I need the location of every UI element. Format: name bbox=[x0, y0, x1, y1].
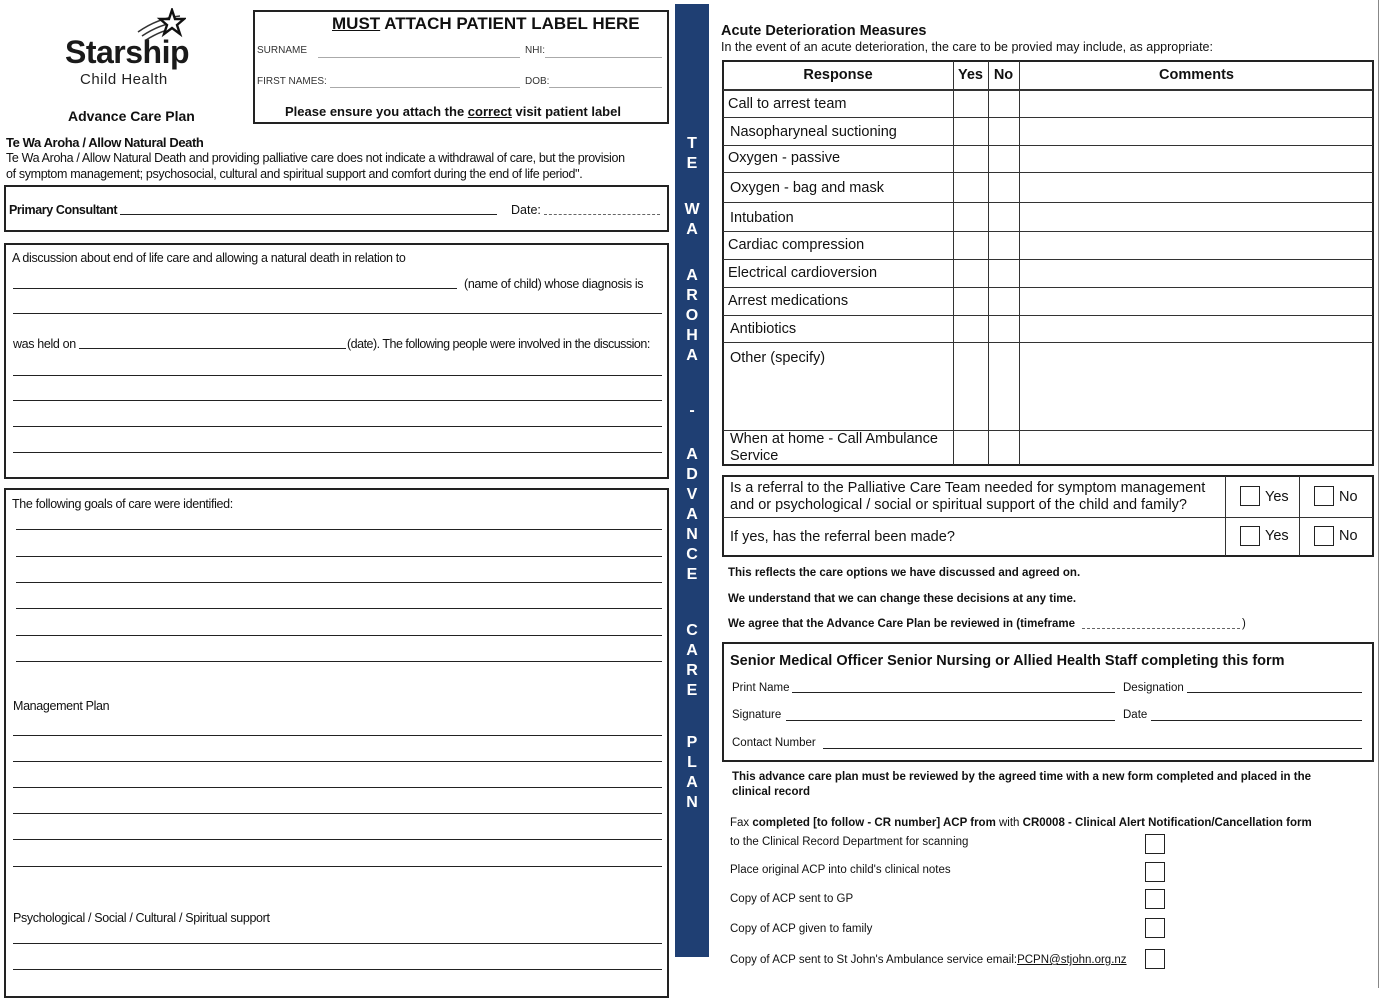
intro-line-2: of symptom management; psychosocial, cultural and spiritual support and comfort during the end of life period". bbox=[6, 167, 583, 181]
referral-needed-no-checkbox[interactable] bbox=[1314, 486, 1334, 506]
response-cell: When at home - Call Ambulance bbox=[730, 431, 938, 447]
management-plan-label: Management Plan bbox=[13, 699, 110, 713]
page-border-right bbox=[1378, 0, 1379, 988]
psych-support-label: Psychological / Social / Cultural / Spiritual support bbox=[13, 911, 270, 925]
agreement-line-3: We agree that the Advance Care Plan be reviewed in (timeframe bbox=[728, 618, 1076, 630]
checklist-item: Place original ACP into child's clinical notes bbox=[730, 864, 951, 876]
col-divider bbox=[1225, 476, 1226, 556]
acute-subtitle: In the event of an acute deterioration, the care to be provied may include, as appropriate: bbox=[721, 40, 1213, 54]
band-letter: E bbox=[686, 155, 698, 172]
agreement-close: ) bbox=[1242, 618, 1246, 630]
header-response: Response bbox=[803, 67, 873, 83]
agreement-line-1: This reflects the care options we have discussed and agreed on. bbox=[728, 567, 1081, 579]
dob-line[interactable] bbox=[549, 87, 662, 88]
timeframe-line[interactable] bbox=[1082, 628, 1240, 629]
management-line-3[interactable] bbox=[13, 787, 662, 788]
row-divider bbox=[723, 315, 1373, 316]
goals-line-5[interactable] bbox=[16, 635, 662, 636]
response-cell: Service bbox=[730, 448, 779, 464]
band-letter: N bbox=[686, 526, 698, 543]
band-letter: O bbox=[685, 307, 699, 324]
management-line-1[interactable] bbox=[13, 735, 662, 736]
band-letter: A bbox=[686, 267, 698, 284]
intro-heading: Te Wa Aroha / Allow Natural Death bbox=[6, 135, 204, 150]
checklist-item: Copy of ACP sent to St John's Ambulance service email:PCPN@stjohn.org.nz bbox=[730, 954, 1127, 966]
goals-heading: The following goals of care were identified: bbox=[12, 497, 233, 511]
designation-label: Designation bbox=[1123, 682, 1184, 694]
referral-question-1: Is a referral to the Palliative Care Team needed for symptom management bbox=[730, 480, 1206, 496]
band-letter: E bbox=[686, 682, 698, 699]
surname-label: SURNAME bbox=[257, 45, 308, 56]
management-line-4[interactable] bbox=[13, 813, 662, 814]
label-instruction: Please ensure you attach the correct visit patient label bbox=[285, 104, 621, 119]
diagnosis-line[interactable] bbox=[13, 313, 662, 314]
yes-label: Yes bbox=[1265, 528, 1289, 544]
checklist-item: Copy of ACP sent to GP bbox=[730, 893, 854, 905]
checklist-checkbox[interactable] bbox=[1145, 862, 1165, 882]
band-letter: A bbox=[686, 642, 698, 659]
acute-table bbox=[722, 60, 1374, 466]
checklist-checkbox[interactable] bbox=[1145, 918, 1165, 938]
col-divider bbox=[988, 61, 989, 465]
row-divider bbox=[723, 259, 1373, 260]
management-line-6[interactable] bbox=[13, 866, 662, 867]
staff-date-line[interactable] bbox=[1151, 720, 1362, 721]
goals-line-3[interactable] bbox=[16, 582, 662, 583]
print-name-line[interactable] bbox=[792, 692, 1115, 693]
referral-made-yes-checkbox[interactable] bbox=[1240, 526, 1260, 546]
acute-title: Acute Deterioration Measures bbox=[721, 23, 927, 39]
band-letter: D bbox=[686, 466, 698, 483]
review-note-line-2: clinical record bbox=[732, 786, 810, 798]
goals-line-1[interactable] bbox=[16, 529, 662, 530]
referral-needed-yes-checkbox[interactable] bbox=[1240, 486, 1260, 506]
held-on-line[interactable] bbox=[79, 348, 346, 349]
referral-question-1b: and or psychological / social or spiritual support of the child and family? bbox=[730, 497, 1187, 513]
consultant-date-label: Date: bbox=[511, 203, 541, 217]
row-divider bbox=[723, 202, 1373, 203]
checklist-checkbox[interactable] bbox=[1145, 949, 1165, 969]
header-no: No bbox=[993, 67, 1014, 83]
intro-line-1: Te Wa Aroha / Allow Natural Death and providing palliative care does not indicate a withdrawal of care, but the provision bbox=[6, 151, 625, 165]
band-letter: A bbox=[686, 506, 698, 523]
band-letter: T bbox=[687, 135, 697, 152]
row-divider bbox=[723, 287, 1373, 288]
checklist-checkbox[interactable] bbox=[1145, 889, 1165, 909]
side-band bbox=[675, 4, 709, 957]
people-involved-label: (date). The following people were involved in the discussion: bbox=[347, 337, 650, 351]
first-names-line[interactable] bbox=[330, 87, 520, 88]
starship-logo bbox=[62, 8, 192, 92]
held-on-label: was held on bbox=[13, 337, 76, 351]
response-cell: Antibiotics bbox=[730, 321, 797, 337]
contact-number-label: Contact Number bbox=[732, 737, 816, 749]
signature-label: Signature bbox=[732, 709, 782, 721]
header-yes: Yes bbox=[958, 67, 983, 83]
form-title: Advance Care Plan bbox=[68, 108, 195, 124]
psych-line-2[interactable] bbox=[13, 969, 662, 970]
signature-line[interactable] bbox=[786, 720, 1115, 721]
nhi-line[interactable] bbox=[545, 57, 662, 58]
band-letter: P bbox=[686, 734, 698, 751]
band-letter: R bbox=[686, 287, 698, 304]
checklist-item: Copy of ACP given to family bbox=[730, 923, 873, 935]
nhi-label: NHI: bbox=[525, 45, 545, 56]
band-letter: C bbox=[686, 622, 698, 639]
band-letter: H bbox=[686, 327, 698, 344]
band-letter: A bbox=[686, 347, 698, 364]
band-letter: W bbox=[684, 201, 700, 218]
response-cell: Oxygen - passive bbox=[728, 150, 841, 166]
band-letter: C bbox=[686, 546, 698, 563]
goals-line-4[interactable] bbox=[16, 608, 662, 609]
response-cell: Intubation bbox=[730, 210, 794, 226]
row-divider bbox=[723, 342, 1373, 343]
row-divider bbox=[723, 517, 1373, 518]
label-heading: MUST ATTACH PATIENT LABEL HERE bbox=[332, 14, 640, 33]
goals-line-2[interactable] bbox=[16, 556, 662, 557]
no-label: No bbox=[1339, 489, 1358, 505]
band-letter: N bbox=[686, 794, 698, 811]
row-divider bbox=[723, 145, 1373, 146]
response-cell: Electrical cardioversion bbox=[728, 265, 878, 281]
band-letter: A bbox=[686, 221, 698, 238]
logo-subtitle: Child Health bbox=[80, 71, 168, 88]
band-letter: V bbox=[686, 486, 698, 503]
contact-number-line[interactable] bbox=[823, 748, 1362, 749]
management-line-5[interactable] bbox=[13, 839, 662, 840]
people-line-2[interactable] bbox=[13, 400, 662, 401]
child-name-line[interactable] bbox=[13, 288, 457, 289]
header-comments: Comments bbox=[1159, 67, 1234, 83]
referral-made-no-checkbox[interactable] bbox=[1314, 526, 1334, 546]
band-letter: L bbox=[687, 754, 697, 771]
yes-label: Yes bbox=[1265, 489, 1289, 505]
fax-instruction-line-2: to the Clinical Record Department for scanning bbox=[730, 836, 969, 848]
fax-instruction: Fax completed [to follow - CR number] ACP from with CR0008 - Clinical Alert Notification/Cancellation form bbox=[730, 817, 1312, 829]
band-letter: A bbox=[686, 446, 698, 463]
dob-label: DOB: bbox=[525, 76, 550, 87]
no-label: No bbox=[1339, 528, 1358, 544]
ambulance-email-link[interactable]: PCPN@stjohn.org.nz bbox=[1017, 954, 1127, 966]
response-cell: Arrest medications bbox=[728, 293, 849, 309]
consultant-date-line[interactable] bbox=[544, 214, 660, 215]
band-letter: E bbox=[686, 566, 698, 583]
people-line-1[interactable] bbox=[13, 375, 662, 376]
row-divider bbox=[723, 117, 1373, 118]
people-line-4[interactable] bbox=[13, 452, 662, 453]
response-cell: Nasopharyneal suctioning bbox=[730, 124, 897, 140]
agreement-line-2: We understand that we can change these decisions at any time. bbox=[728, 593, 1077, 605]
referral-question-2: If yes, has the referral been made? bbox=[730, 529, 955, 545]
designation-line[interactable] bbox=[1187, 692, 1362, 693]
consultant-line[interactable] bbox=[120, 214, 497, 215]
name-of-child-label: (name of child) whose diagnosis is bbox=[464, 277, 644, 291]
discussion-line-1: A discussion about end of life care and allowing a natural death in relation to bbox=[12, 251, 406, 265]
staff-heading: Senior Medical Officer Senior Nursing or Allied Health Staff completing this form bbox=[730, 653, 1285, 669]
col-divider bbox=[953, 61, 954, 465]
psych-line-1[interactable] bbox=[13, 943, 662, 944]
band-letter: - bbox=[689, 402, 695, 419]
goals-line-6[interactable] bbox=[16, 661, 662, 662]
response-cell: Cardiac compression bbox=[728, 237, 865, 253]
surname-line[interactable] bbox=[318, 57, 520, 58]
staff-date-label: Date bbox=[1123, 709, 1148, 721]
col-divider bbox=[1299, 476, 1300, 556]
people-line-3[interactable] bbox=[13, 426, 662, 427]
fax-checkbox[interactable] bbox=[1145, 834, 1165, 854]
row-divider bbox=[723, 172, 1373, 173]
consultant-label: Primary Consultant bbox=[9, 203, 118, 217]
first-names-label: FIRST NAMES: bbox=[257, 76, 327, 87]
response-cell: Oxygen - bag and mask bbox=[730, 180, 884, 196]
row-divider bbox=[723, 89, 1373, 91]
logo-wordmark: Starship bbox=[65, 34, 190, 70]
row-divider bbox=[723, 231, 1373, 232]
response-cell: Other (specify) bbox=[730, 350, 826, 366]
band-letter: R bbox=[686, 662, 698, 679]
col-divider bbox=[1019, 61, 1020, 465]
review-note-line-1: This advance care plan must be reviewed by the agreed time with a new form completed and placed in the bbox=[732, 771, 1311, 783]
management-line-2[interactable] bbox=[13, 761, 662, 762]
band-letter: A bbox=[686, 774, 698, 791]
print-name-label: Print Name bbox=[732, 682, 790, 694]
response-cell: Call to arrest team bbox=[728, 96, 847, 112]
